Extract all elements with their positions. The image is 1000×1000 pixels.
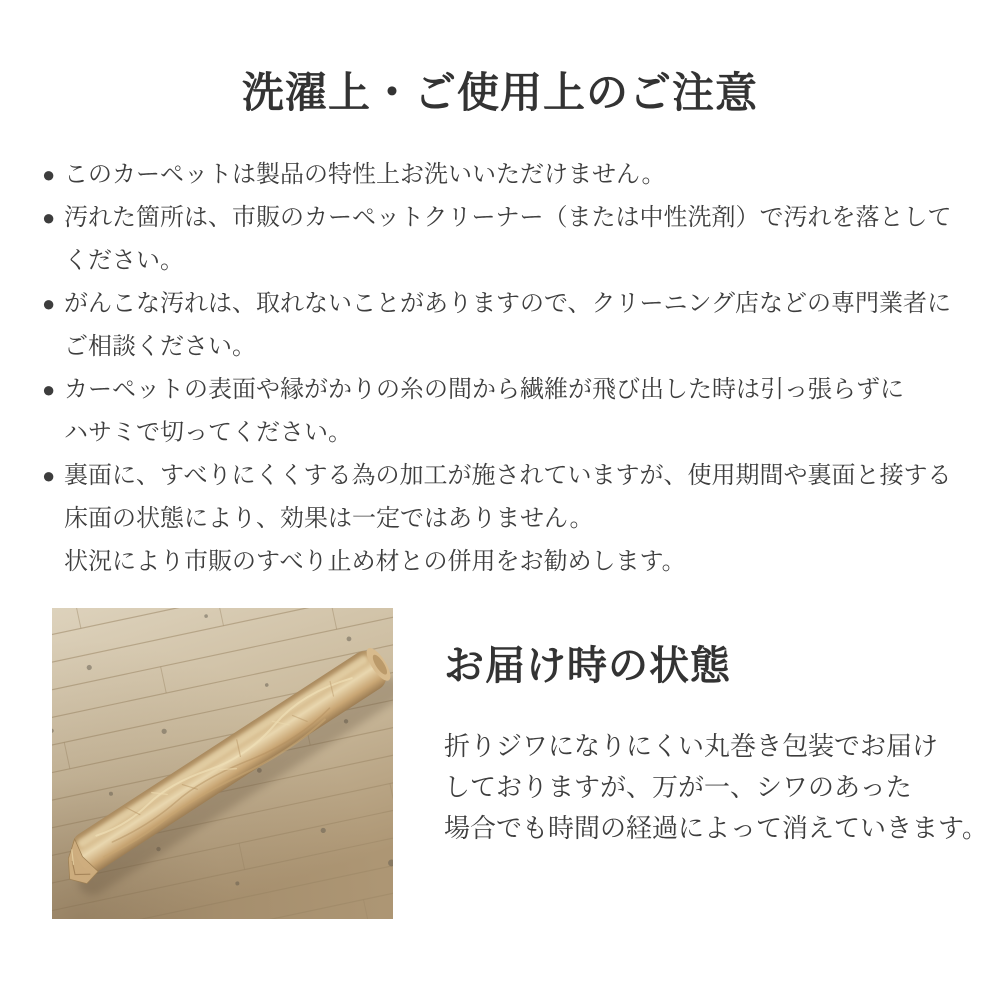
bullet-icon: ●: [42, 205, 56, 230]
note-line: 汚れた箇所は、市販のカーペットクリーナー（または中性洗剤）で汚れを落として: [64, 204, 952, 231]
note-item: [42, 153, 982, 196]
note-item: [42, 368, 982, 454]
note-lines: [64, 282, 982, 368]
note-lines: [64, 196, 982, 282]
note-item: [42, 196, 982, 282]
note-line: がんこな汚れは、取れないことがありますので、クリーニング店などの専門業者に: [64, 290, 952, 317]
note-lines: [64, 368, 982, 454]
bullet-icon: ●: [42, 162, 56, 187]
note-line: ご相談ください。: [64, 333, 256, 360]
delivery-body-line: しておりますが、万が一、シワのあった: [444, 772, 912, 802]
note-lines: [64, 153, 982, 196]
delivery-body: [444, 726, 989, 849]
note-line: このカーペットは製品の特性上お洗いいただけません。: [64, 161, 666, 188]
note-item: [42, 282, 982, 368]
note-line: ください。: [64, 247, 184, 274]
delivery-body-line: 折りジワになりにくい丸巻き包装でお届け: [444, 731, 939, 761]
note-item: [42, 454, 982, 583]
note-line: 裏面に、すべりにくくする為の加工が施されていますが、使用期間や裏面と接する: [64, 462, 952, 489]
delivery-body-line: 場合でも時間の経過によって消えていきます。: [444, 813, 988, 843]
care-notes-list: [42, 153, 982, 583]
care-title: 洗濯上・ご使用上のご注意: [241, 69, 758, 116]
bullet-icon: ●: [42, 377, 56, 402]
carpet-roll-photo-svg: [52, 608, 393, 919]
note-line: ハサミで切ってください。: [64, 419, 352, 446]
note-line: 床面の状態により、効果は一定ではありません。: [64, 505, 594, 532]
note-lines: [64, 454, 982, 583]
note-line: 状況により市販のすべり止め材との併用をお勧めします。: [64, 548, 686, 575]
bullet-icon: ●: [42, 291, 56, 316]
delivery-heading: お届け時の状態: [444, 644, 731, 688]
bullet-icon: ●: [42, 463, 56, 488]
note-line: カーペットの表面や縁がかりの糸の間から繊維が飛び出した時は引っ張らずに: [64, 376, 904, 403]
carpet-roll-photo: [52, 608, 393, 919]
